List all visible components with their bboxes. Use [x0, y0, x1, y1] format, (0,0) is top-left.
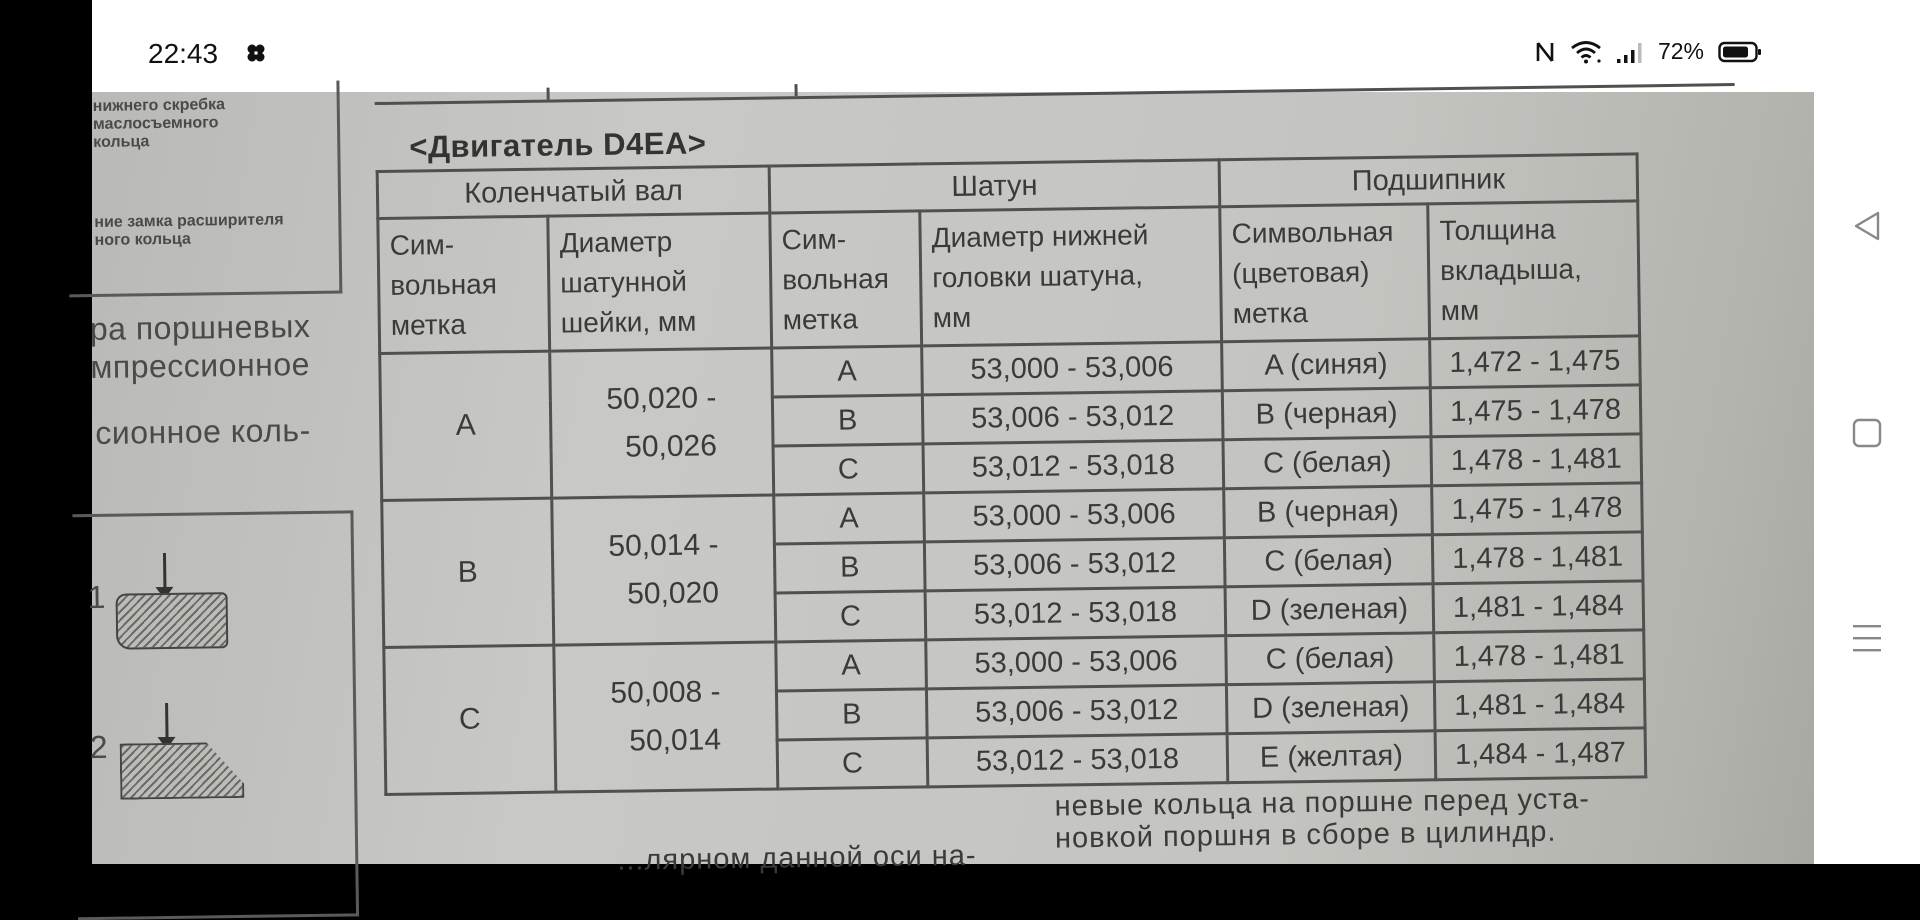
figure-label-1: 1: [87, 578, 107, 616]
wifi-icon: [1570, 40, 1602, 64]
rod-diameter-cell: 53,006 - 53,012: [922, 391, 1223, 444]
crank-diameter-cell: [552, 495, 776, 645]
crank-diameter-line: 50,020 -: [606, 381, 717, 416]
bottom-left-text: ...лярном данной оси на-: [617, 839, 977, 877]
phone-screen: [87, 0, 1814, 877]
nfc-icon: [1534, 40, 1556, 64]
left-text-line: нижнего скребка: [92, 96, 226, 115]
piston-ring-figure: [72, 510, 359, 920]
bearing-mark-cell: D (зеленая): [1225, 584, 1434, 636]
subheader-crank-diameter: Диаметр шатунной шейки, мм: [548, 213, 772, 351]
crank-mark-cell: A: [380, 351, 552, 500]
bottom-right-line: новкой поршня в сборе в цилиндр.: [1054, 815, 1557, 855]
left-text-line: ние замка расширителя: [94, 211, 284, 231]
left-text-line: маслосъемного: [92, 114, 219, 133]
subheader-thickness: Толщина вкладыша, мм: [1428, 201, 1640, 339]
left-text-line: ного кольца: [94, 230, 191, 249]
photo-content: [87, 92, 1814, 877]
bearing-mark-cell: C (белая): [1224, 535, 1433, 587]
crank-diameter-line: 50,008 -: [610, 675, 721, 710]
crank-mark-cell: C: [384, 645, 556, 794]
rod-mark-cell: A: [776, 640, 927, 691]
rod-mark-cell: B: [776, 689, 927, 740]
bearing-mark-cell: D (зеленая): [1226, 682, 1435, 734]
thickness-cell: 1,475 - 1,478: [1430, 385, 1641, 437]
left-heading-line: ра поршневых: [89, 307, 311, 348]
engine-title: <Двигатель D4EA>: [409, 125, 707, 165]
thickness-cell: 1,472 - 1,475: [1430, 336, 1641, 388]
figure-arrow: [163, 553, 167, 591]
bottom-right-line: невые кольца на поршне перед уста-: [1054, 783, 1591, 823]
header-crankshaft: Коленчатый вал: [377, 166, 770, 218]
rod-mark-cell: C: [775, 591, 926, 642]
bearing-mark-cell: A (синяя): [1222, 339, 1431, 391]
table-body: [380, 336, 1646, 795]
figure-arrow: [165, 703, 169, 741]
rod-mark-cell: C: [773, 444, 924, 495]
header-connecting-rod: Шатун: [769, 160, 1220, 213]
thickness-cell: 1,481 - 1,484: [1433, 581, 1644, 633]
subheader-bearing-mark: Символьная (цветовая) метка: [1220, 204, 1430, 342]
crank-mark-cell: B: [382, 498, 554, 647]
crank-diameter-line: 50,026: [624, 429, 718, 464]
left-top-text: [93, 96, 226, 152]
figure-label-2: 2: [89, 728, 109, 766]
rod-mark-cell: A: [774, 493, 925, 544]
home-icon[interactable]: [1852, 418, 1882, 448]
bearing-mark-cell: B (черная): [1224, 486, 1433, 538]
back-icon[interactable]: [1852, 210, 1882, 242]
rod-diameter-cell: 53,006 - 53,012: [926, 685, 1227, 738]
bearing-mark-cell: E (желтая): [1227, 731, 1436, 783]
subheader-rod-diameter: Диаметр нижней головки шатуна, мм: [920, 207, 1222, 346]
status-right-group: [1534, 38, 1762, 65]
left-heading-line: мпрессионное: [90, 345, 311, 386]
rod-mark-cell: A: [772, 346, 923, 397]
rod-diameter-cell: 53,000 - 53,006: [926, 636, 1227, 689]
ring-section-1: [116, 592, 229, 650]
rod-mark-cell: B: [774, 542, 925, 593]
crank-diameter-cell: [550, 348, 774, 498]
subheader-crank-mark: Сим- вольная метка: [378, 216, 550, 353]
rod-diameter-cell: 53,012 - 53,018: [923, 440, 1224, 493]
rod-mark-cell: B: [772, 395, 923, 446]
table-sub-header-row: [378, 201, 1640, 354]
thickness-cell: 1,475 - 1,478: [1432, 483, 1643, 535]
rod-mark-cell: C: [777, 738, 928, 789]
battery-icon: [1718, 40, 1762, 64]
rod-diameter-cell: 53,000 - 53,006: [922, 342, 1223, 395]
thickness-cell: 1,484 - 1,487: [1435, 728, 1646, 780]
top-table-remnant-divider: [547, 88, 550, 100]
subheader-rod-mark: Сим- вольная метка: [770, 211, 922, 348]
header-bearing: Подшипник: [1219, 154, 1638, 207]
menu-icon[interactable]: [1852, 622, 1882, 654]
status-time: 22:43: [148, 38, 219, 69]
book-page: [87, 80, 1820, 876]
left-heading-text: [90, 307, 312, 386]
thickness-cell: 1,478 - 1,481: [1431, 434, 1642, 486]
battery-percent: 72%: [1657, 38, 1704, 64]
left-mid-text: [94, 211, 284, 250]
thickness-cell: 1,478 - 1,481: [1434, 630, 1645, 682]
bottom-right-text: [1054, 783, 1590, 854]
navigation-bar: [1814, 0, 1920, 864]
left-ring-text: сионное коль-: [95, 411, 311, 451]
rod-diameter-cell: 53,012 - 53,018: [925, 587, 1226, 640]
top-table-remnant-divider: [794, 84, 797, 96]
left-text-line: кольца: [93, 133, 150, 151]
bearing-mark-cell: C (белая): [1226, 633, 1435, 685]
thickness-cell: 1,481 - 1,484: [1434, 679, 1645, 731]
clover-notification-icon: [244, 41, 268, 65]
rod-diameter-cell: 53,012 - 53,018: [927, 734, 1228, 787]
signal-icon: [1616, 40, 1644, 64]
rod-diameter-cell: 53,006 - 53,012: [924, 538, 1225, 591]
thickness-cell: 1,478 - 1,481: [1432, 532, 1643, 584]
bearing-mark-cell: B (черная): [1222, 388, 1431, 440]
rod-diameter-cell: 53,000 - 53,006: [924, 489, 1225, 542]
crank-diameter-cell: [554, 642, 778, 792]
crank-diameter-line: 50,014 -: [608, 528, 719, 563]
bearing-spec-table: [376, 152, 1648, 796]
crank-diameter-line: 50,020: [626, 576, 720, 611]
crank-diameter-line: 50,014: [629, 723, 722, 758]
bearing-mark-cell: C (белая): [1223, 437, 1432, 489]
